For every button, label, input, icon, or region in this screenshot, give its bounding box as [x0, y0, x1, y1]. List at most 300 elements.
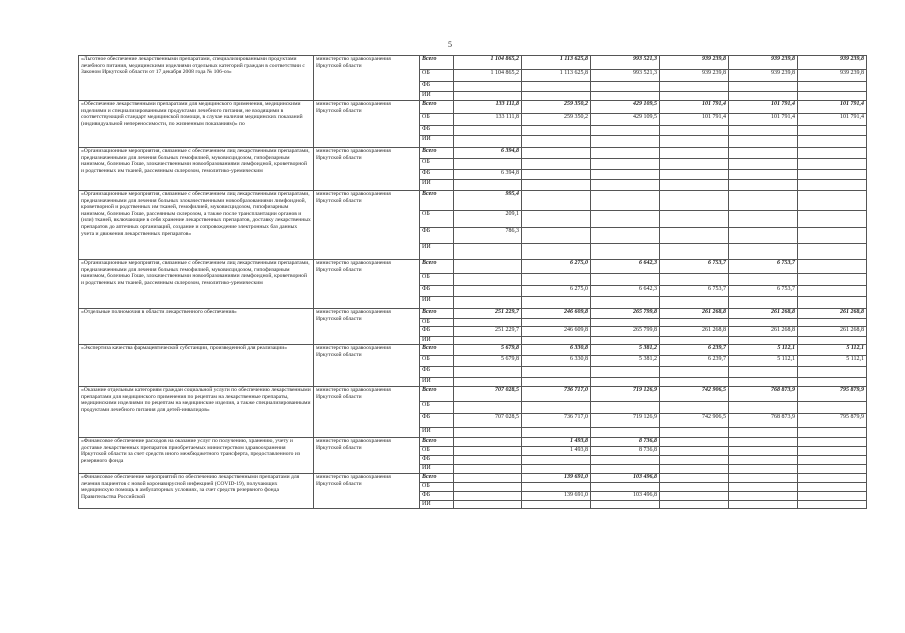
- amount-cell: [798, 180, 867, 191]
- amount-cell: 768 873,9: [729, 387, 798, 402]
- amount-cell: [660, 474, 729, 483]
- amount-cell: [454, 136, 522, 148]
- amount-cell: [454, 126, 522, 136]
- amount-cell: [522, 126, 591, 136]
- amount-cell: [660, 492, 729, 501]
- amount-cell: [591, 402, 660, 414]
- amount-cell: [591, 211, 660, 228]
- amount-cell: [522, 319, 591, 327]
- amount-cell: [660, 483, 729, 492]
- amount-cell: [591, 337, 660, 345]
- funding-source-cell: Всего: [420, 191, 454, 211]
- measure-description: «Финансовое обеспечение расходов на оказание услуг по получению, хранению, учету и доставке лекарственных препаратов приобретаемых министерством здравоохранения Иркутской области за счет средств иного межбюджетного трансферта, предоставленного из резервного фонда: [79, 438, 314, 474]
- amount-cell: 6 642,3: [591, 260, 660, 274]
- funding-source-cell: Всего: [420, 345, 454, 356]
- amount-cell: [798, 228, 867, 244]
- amount-cell: [729, 136, 798, 148]
- amount-cell: 139 691,0: [522, 492, 591, 501]
- amount-cell: [660, 438, 729, 447]
- funding-source-cell: Всего: [420, 101, 454, 114]
- amount-cell: [522, 297, 591, 309]
- amount-cell: [660, 126, 729, 136]
- amount-cell: [454, 337, 522, 345]
- amount-cell: [729, 211, 798, 228]
- amount-cell: [660, 367, 729, 378]
- amount-cell: [729, 483, 798, 492]
- amount-cell: [660, 319, 729, 327]
- amount-cell: 993 521,3: [591, 56, 660, 70]
- amount-cell: [591, 180, 660, 191]
- amount-cell: [660, 228, 729, 244]
- amount-cell: 939 239,8: [798, 56, 867, 70]
- amount-cell: [522, 191, 591, 211]
- amount-cell: 101 791,4: [729, 114, 798, 126]
- measure-description: «Финансовое обеспечение мероприятий по обеспечению лекарственными препаратами для лечения пациентов с новой коронавирусной инфекцией (COVID-19), получающих медицинскую помощь в амбулаторных условиях, за счет средств резервного фонда Правительства Российской: [79, 474, 314, 509]
- amount-cell: [660, 297, 729, 309]
- amount-cell: [522, 159, 591, 170]
- amount-cell: [798, 297, 867, 309]
- amount-cell: 261 268,8: [729, 327, 798, 337]
- amount-cell: [522, 274, 591, 286]
- amount-cell: 736 717,0: [522, 414, 591, 428]
- executor-cell: министерство здравоохранения Иркутской области: [314, 101, 420, 148]
- amount-cell: 246 609,8: [522, 309, 591, 319]
- amount-cell: 5 112,1: [798, 345, 867, 356]
- funding-source-cell: ОБ: [420, 402, 454, 414]
- amount-cell: 101 791,4: [660, 101, 729, 114]
- amount-cell: [522, 211, 591, 228]
- measure-description: «Экспертиза качества фармацевтической субстанции, произведенной для реализации»: [79, 345, 314, 387]
- amount-cell: 1 493,8: [522, 438, 591, 447]
- amount-cell: 101 791,4: [798, 101, 867, 114]
- amount-cell: [729, 465, 798, 474]
- amount-cell: [454, 367, 522, 378]
- amount-cell: 795 879,9: [798, 414, 867, 428]
- amount-cell: [454, 428, 522, 438]
- amount-cell: [798, 447, 867, 456]
- amount-cell: 261 268,8: [798, 327, 867, 337]
- amount-cell: 429 109,5: [591, 114, 660, 126]
- table-row: [79, 345, 867, 356]
- amount-cell: 6 275,0: [522, 286, 591, 297]
- amount-cell: 719 126,9: [591, 414, 660, 428]
- amount-cell: [798, 428, 867, 438]
- funding-source-cell: ФБ: [420, 414, 454, 428]
- amount-cell: 259 350,2: [522, 101, 591, 114]
- amount-cell: [591, 244, 660, 260]
- funding-source-cell: Всего: [420, 387, 454, 402]
- amount-cell: [729, 438, 798, 447]
- amount-cell: 6 394,8: [454, 170, 522, 180]
- amount-cell: [454, 244, 522, 260]
- amount-cell: [522, 402, 591, 414]
- funding-source-cell: ОБ: [420, 114, 454, 126]
- amount-cell: [660, 92, 729, 101]
- amount-cell: 939 239,8: [729, 70, 798, 82]
- amount-cell: 429 109,5: [591, 101, 660, 114]
- amount-cell: [660, 337, 729, 345]
- amount-cell: [798, 148, 867, 159]
- amount-cell: 5 112,1: [729, 345, 798, 356]
- amount-cell: [454, 474, 522, 483]
- amount-cell: [454, 456, 522, 465]
- amount-cell: [729, 191, 798, 211]
- amount-cell: 742 906,5: [660, 387, 729, 402]
- amount-cell: [660, 159, 729, 170]
- amount-cell: [454, 92, 522, 101]
- executor-cell: министерство здравоохранения Иркутской области: [314, 309, 420, 345]
- amount-cell: 101 791,4: [798, 114, 867, 126]
- amount-cell: 261 268,8: [729, 309, 798, 319]
- amount-cell: [729, 337, 798, 345]
- funding-source-cell: ФБ: [420, 228, 454, 244]
- amount-cell: [660, 148, 729, 159]
- amount-cell: 995,4: [454, 191, 522, 211]
- amount-cell: [454, 260, 522, 274]
- table-row: [79, 260, 867, 274]
- amount-cell: [454, 286, 522, 297]
- amount-cell: 8 736,8: [591, 438, 660, 447]
- amount-cell: [798, 170, 867, 180]
- amount-cell: 6 330,8: [522, 345, 591, 356]
- funding-source-cell: ИИ: [420, 92, 454, 101]
- amount-cell: 707 028,5: [454, 414, 522, 428]
- amount-cell: [798, 92, 867, 101]
- funding-source-cell: ИИ: [420, 465, 454, 474]
- funding-source-cell: ИИ: [420, 378, 454, 387]
- amount-cell: [729, 402, 798, 414]
- funding-source-cell: ФБ: [420, 170, 454, 180]
- table-row: [79, 56, 867, 70]
- funding-source-cell: ИИ: [420, 136, 454, 148]
- amount-cell: 742 906,5: [660, 414, 729, 428]
- amount-cell: [522, 483, 591, 492]
- amount-cell: [798, 492, 867, 501]
- amount-cell: 209,1: [454, 211, 522, 228]
- amount-cell: [798, 274, 867, 286]
- amount-cell: [454, 402, 522, 414]
- amount-cell: 5 112,1: [729, 356, 798, 367]
- funding-source-cell: Всего: [420, 148, 454, 159]
- amount-cell: 6 753,7: [660, 260, 729, 274]
- amount-cell: 265 799,8: [591, 327, 660, 337]
- funding-source-cell: Всего: [420, 309, 454, 319]
- amount-cell: 5 112,1: [798, 356, 867, 367]
- amount-cell: [729, 148, 798, 159]
- amount-cell: [798, 378, 867, 387]
- funding-source-cell: ФБ: [420, 286, 454, 297]
- amount-cell: 1 104 865,2: [454, 70, 522, 82]
- amount-cell: [798, 286, 867, 297]
- amount-cell: [522, 148, 591, 159]
- table-row: [79, 474, 867, 483]
- amount-cell: 101 791,4: [729, 101, 798, 114]
- amount-cell: [591, 456, 660, 465]
- amount-cell: [522, 456, 591, 465]
- funding-source-cell: ОБ: [420, 356, 454, 367]
- funding-source-cell: ОБ: [420, 319, 454, 327]
- amount-cell: [660, 191, 729, 211]
- amount-cell: [522, 92, 591, 101]
- amount-cell: [522, 378, 591, 387]
- amount-cell: [660, 244, 729, 260]
- amount-cell: [454, 492, 522, 501]
- amount-cell: [591, 159, 660, 170]
- executor-cell: министерство здравоохранения Иркутской области: [314, 345, 420, 387]
- amount-cell: 6 394,8: [454, 148, 522, 159]
- amount-cell: 6 642,3: [591, 286, 660, 297]
- table-row: [79, 101, 867, 114]
- amount-cell: [660, 378, 729, 387]
- funding-source-cell: Всего: [420, 260, 454, 274]
- amount-cell: [729, 180, 798, 191]
- amount-cell: [729, 274, 798, 286]
- funding-source-cell: Всего: [420, 56, 454, 70]
- amount-cell: [591, 483, 660, 492]
- amount-cell: [798, 136, 867, 148]
- amount-cell: [729, 367, 798, 378]
- amount-cell: [798, 337, 867, 345]
- funding-source-cell: ИИ: [420, 180, 454, 191]
- amount-cell: [660, 447, 729, 456]
- amount-cell: 786,3: [454, 228, 522, 244]
- amount-cell: [798, 211, 867, 228]
- amount-cell: [729, 428, 798, 438]
- amount-cell: [729, 92, 798, 101]
- amount-cell: 736 717,0: [522, 387, 591, 402]
- amount-cell: 103 496,8: [591, 492, 660, 501]
- amount-cell: [591, 148, 660, 159]
- amount-cell: 103 496,8: [591, 474, 660, 483]
- funding-source-cell: ФБ: [420, 367, 454, 378]
- amount-cell: 1 113 625,8: [522, 56, 591, 70]
- amount-cell: [798, 319, 867, 327]
- amount-cell: 133 111,8: [454, 101, 522, 114]
- amount-cell: [798, 260, 867, 274]
- funding-source-cell: Всего: [420, 474, 454, 483]
- funding-source-cell: ОБ: [420, 447, 454, 456]
- executor-cell: министерство здравоохранения Иркутской области: [314, 474, 420, 509]
- amount-cell: 6 239,7: [660, 345, 729, 356]
- funding-source-cell: ИИ: [420, 244, 454, 260]
- executor-cell: министерство здравоохранения Иркутской области: [314, 260, 420, 309]
- amount-cell: 719 126,9: [591, 387, 660, 402]
- amount-cell: [454, 319, 522, 327]
- amount-cell: [798, 126, 867, 136]
- funding-source-cell: Всего: [420, 438, 454, 447]
- amount-cell: [591, 136, 660, 148]
- amount-cell: 6 330,8: [522, 356, 591, 367]
- amount-cell: [660, 211, 729, 228]
- amount-cell: [454, 483, 522, 492]
- executor-cell: министерство здравоохранения Иркутской области: [314, 56, 420, 101]
- amount-cell: 768 873,9: [729, 414, 798, 428]
- amount-cell: 101 791,4: [660, 114, 729, 126]
- amount-cell: [591, 297, 660, 309]
- funding-source-cell: ОБ: [420, 483, 454, 492]
- funding-source-cell: ФБ: [420, 126, 454, 136]
- page-number: 5: [448, 40, 452, 49]
- table-row: [79, 438, 867, 447]
- amount-cell: [729, 319, 798, 327]
- amount-cell: [591, 274, 660, 286]
- measure-description: «Отдельные полномочия в области лекарственного обеспечения»: [79, 309, 314, 345]
- amount-cell: 1 113 625,8: [522, 70, 591, 82]
- amount-cell: [729, 456, 798, 465]
- amount-cell: [522, 367, 591, 378]
- amount-cell: [454, 82, 522, 92]
- amount-cell: 6 239,7: [660, 356, 729, 367]
- amount-cell: [729, 159, 798, 170]
- funding-source-cell: ФБ: [420, 492, 454, 501]
- amount-cell: 1 104 865,2: [454, 56, 522, 70]
- amount-cell: [522, 337, 591, 345]
- amount-cell: [798, 191, 867, 211]
- amount-cell: 246 609,8: [522, 327, 591, 337]
- executor-cell: министерство здравоохранения Иркутской области: [314, 387, 420, 438]
- table-row: [79, 387, 867, 402]
- measure-description: «Обеспечение лекарственными препаратами для медицинского применения, медицинскими изделиями и специализированными продуктами лечебного питания, не входящими в соответствующий стандарт медицинской помощи, в случае наличия медицинских показаний (индивидуальной непереносимости, по жизненным показаниям)» по: [79, 101, 314, 148]
- amount-cell: [798, 465, 867, 474]
- amount-cell: 265 799,8: [591, 309, 660, 319]
- amount-cell: 939 239,8: [660, 56, 729, 70]
- amount-cell: [798, 244, 867, 260]
- amount-cell: [454, 159, 522, 170]
- amount-cell: [591, 92, 660, 101]
- funding-source-cell: ФБ: [420, 82, 454, 92]
- amount-cell: [591, 428, 660, 438]
- amount-cell: 6 753,7: [660, 286, 729, 297]
- amount-cell: 6 275,0: [522, 260, 591, 274]
- table-row: [79, 191, 867, 211]
- amount-cell: 6 753,7: [729, 260, 798, 274]
- amount-cell: [729, 82, 798, 92]
- amount-cell: [522, 228, 591, 244]
- amount-cell: 939 239,8: [798, 70, 867, 82]
- amount-cell: 8 736,8: [591, 447, 660, 456]
- funding-source-cell: ИИ: [420, 337, 454, 345]
- amount-cell: 261 268,8: [660, 309, 729, 319]
- amount-cell: [729, 378, 798, 387]
- amount-cell: [798, 367, 867, 378]
- amount-cell: [798, 159, 867, 170]
- executor-cell: министерство здравоохранения Иркутской области: [314, 148, 420, 191]
- amount-cell: [660, 180, 729, 191]
- amount-cell: [660, 465, 729, 474]
- budget-table: [78, 55, 867, 509]
- amount-cell: [591, 319, 660, 327]
- amount-cell: [522, 501, 591, 509]
- amount-cell: [522, 82, 591, 92]
- amount-cell: [591, 170, 660, 180]
- amount-cell: [522, 180, 591, 191]
- measure-description: «Организационные мероприятия, связанные с обеспечением лиц лекарственными препаратами, предназначенными для лечения больных гемофилией, муковисцидозом, гипофизарным нанизмом, болезнью Гоше, злокачественными новообразованиями лимфоидной, кроветворной и родственных им тканей, рассеянным склерозом, гемолитико-уремическим: [79, 148, 314, 191]
- funding-source-cell: ИИ: [420, 501, 454, 509]
- amount-cell: 261 268,8: [660, 327, 729, 337]
- amount-cell: [729, 474, 798, 483]
- measure-description: «Оказание отдельным категориям граждан социальной услуги по обеспечению лекарственными препаратами для медицинского применения по рецептам на лекарственные препараты, медицинскими изделиями по рецептам на медицинские изделия, а также специализированными продуктами лечебного питания для детей-инвалидов»: [79, 387, 314, 438]
- amount-cell: [522, 428, 591, 438]
- amount-cell: [522, 465, 591, 474]
- amount-cell: [660, 456, 729, 465]
- amount-cell: 993 521,3: [591, 70, 660, 82]
- amount-cell: [798, 402, 867, 414]
- amount-cell: [454, 447, 522, 456]
- amount-cell: [591, 82, 660, 92]
- table-row: [79, 309, 867, 319]
- amount-cell: [798, 456, 867, 465]
- funding-source-cell: ФБ: [420, 327, 454, 337]
- amount-cell: [660, 136, 729, 148]
- amount-cell: [454, 297, 522, 309]
- amount-cell: [591, 465, 660, 474]
- amount-cell: [798, 501, 867, 509]
- amount-cell: [798, 438, 867, 447]
- amount-cell: [660, 428, 729, 438]
- amount-cell: 6 753,7: [729, 286, 798, 297]
- amount-cell: 251 229,7: [454, 309, 522, 319]
- amount-cell: [729, 244, 798, 260]
- amount-cell: [798, 483, 867, 492]
- amount-cell: 133 111,8: [454, 114, 522, 126]
- amount-cell: 139 691,0: [522, 474, 591, 483]
- amount-cell: [591, 126, 660, 136]
- amount-cell: [591, 191, 660, 211]
- amount-cell: [454, 438, 522, 447]
- amount-cell: 251 229,7: [454, 327, 522, 337]
- amount-cell: [660, 274, 729, 286]
- amount-cell: [522, 244, 591, 260]
- amount-cell: 939 239,8: [729, 56, 798, 70]
- table-row: [79, 148, 867, 159]
- amount-cell: [729, 228, 798, 244]
- amount-cell: [454, 274, 522, 286]
- amount-cell: 1 493,8: [522, 447, 591, 456]
- amount-cell: [454, 465, 522, 474]
- amount-cell: 5 381,2: [591, 356, 660, 367]
- amount-cell: 5 679,8: [454, 345, 522, 356]
- amount-cell: 259 350,2: [522, 114, 591, 126]
- amount-cell: [454, 378, 522, 387]
- amount-cell: [660, 402, 729, 414]
- amount-cell: [798, 474, 867, 483]
- amount-cell: [591, 228, 660, 244]
- amount-cell: [591, 378, 660, 387]
- amount-cell: [522, 170, 591, 180]
- amount-cell: [729, 447, 798, 456]
- funding-source-cell: ИИ: [420, 428, 454, 438]
- amount-cell: [660, 501, 729, 509]
- amount-cell: [522, 136, 591, 148]
- funding-source-cell: ОБ: [420, 159, 454, 170]
- executor-cell: министерство здравоохранения Иркутской области: [314, 438, 420, 474]
- amount-cell: [660, 170, 729, 180]
- measure-description: «Организационные мероприятия, связанные с обеспечением лиц лекарственными препаратами, предназначенными для лечения больных гемофилией, муковисцидозом, гипофизарным нанизмом, болезнью Гоше, злокачественными новообразованиями лимфоидной, кроветворной и родственных им тканей, рассеянным склерозом, гемолитико-уремическим: [79, 260, 314, 309]
- amount-cell: 5 381,2: [591, 345, 660, 356]
- funding-source-cell: ИИ: [420, 297, 454, 309]
- amount-cell: 795 879,9: [798, 387, 867, 402]
- amount-cell: [591, 501, 660, 509]
- amount-cell: [729, 297, 798, 309]
- measure-description: «Организационные мероприятия, связанные с обеспечением лиц лекарственными препаратами, предназначенными для лечения больных злокачественными новообразованиями лимфоидной, кроветворной и родственных им тканей, гемофилией, муковисцидозом, гипофизарным нанизмом, болезнью Гоше, рассеянным склерозом, а также после трансплантации органов и (или) тканей, включающие в себя хранение лекарственных препаратов, доставку лекарственных препаратов до аптечных организаций, создание и сопровождение электронных баз данных учета и движения лекарственных препаратов»: [79, 191, 314, 260]
- amount-cell: 261 268,8: [798, 309, 867, 319]
- amount-cell: [729, 501, 798, 509]
- amount-cell: [729, 170, 798, 180]
- funding-source-cell: ОБ: [420, 274, 454, 286]
- funding-source-cell: ОБ: [420, 211, 454, 228]
- amount-cell: 939 239,8: [660, 70, 729, 82]
- amount-cell: [798, 82, 867, 92]
